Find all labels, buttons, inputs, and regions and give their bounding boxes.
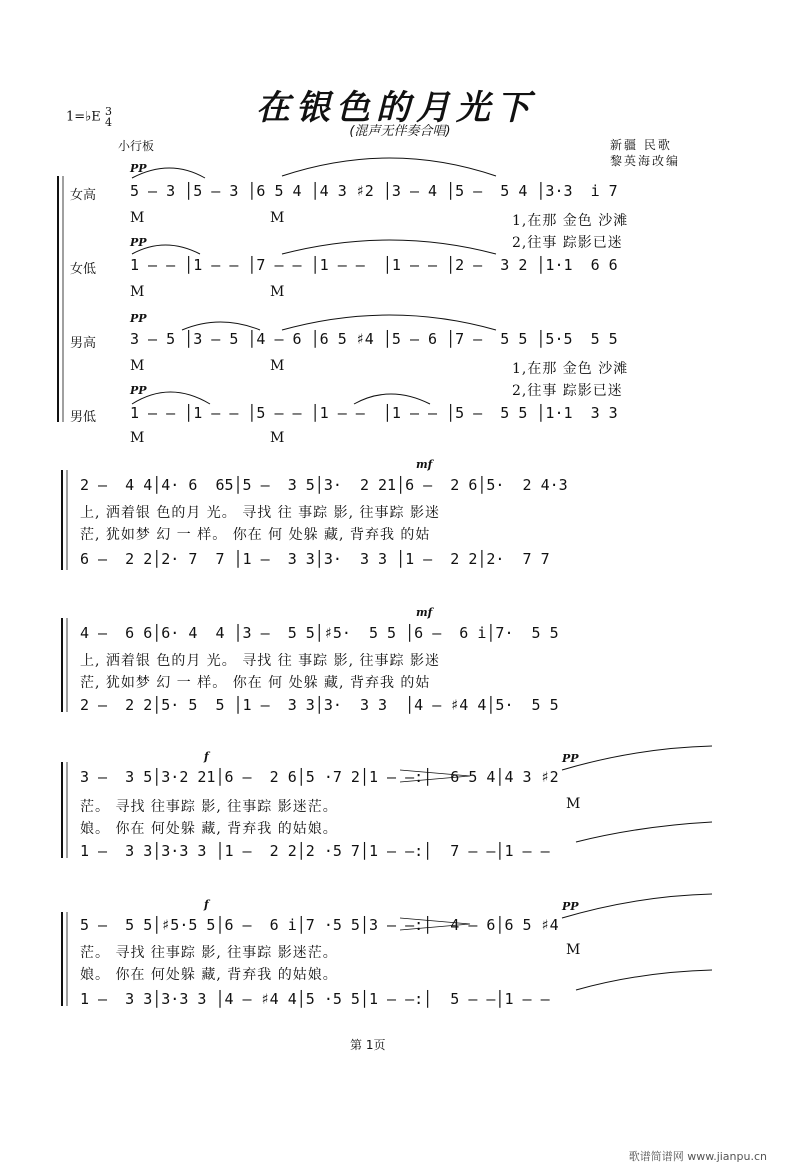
time-numerator: 3: [104, 105, 112, 118]
upper-notes: 2 – 4 4│4· 6 65│5 – 3 5│3· 2 21│6 – 2 6│5· 2 4·3: [80, 476, 568, 494]
hum-label: M: [130, 210, 146, 226]
time-signature: [105, 106, 112, 128]
hum-label: M: [270, 358, 286, 374]
hum-label: M: [130, 430, 146, 446]
dynamic-pp: PP: [130, 384, 147, 397]
upper-notes: 4 – 6 6│6· 4 4 │3 – 5 5│♯5· 5 5 │6 – 6 i│7· 5 5: [80, 624, 559, 642]
credit-arranger: 黎英海改编: [610, 154, 681, 168]
time-denominator: 4: [104, 116, 112, 129]
lyric-line-1: 上, 洒着银 色的月 光。 寻找 往 事踪 影, 往事踪 影迷: [80, 653, 440, 669]
lyric-verse-2: 2,往事 踪影已迷: [512, 235, 623, 251]
lower-notes: 2 – 2 2│5· 5 5 │1 – 3 3│3· 3 3 │4 – ♯4 4│5· 5 5: [80, 696, 559, 714]
dynamic-f: f: [204, 750, 209, 763]
credit-origin: 新疆 民歌: [610, 138, 672, 152]
key-signature: [66, 106, 112, 128]
dynamic-mf: mf: [416, 606, 433, 619]
dynamic-mf: mf: [416, 458, 433, 471]
lyric-line-2: 茫, 犹如梦 幻 一 样。 你在 何 处躲 藏, 背弃我 的姑: [80, 675, 431, 691]
dynamic-pp: PP: [130, 162, 147, 175]
hum-label: M: [566, 796, 582, 812]
voice-label-tenor: 男高: [70, 336, 97, 351]
dynamic-pp: PP: [562, 900, 579, 913]
hum-label: M: [130, 284, 146, 300]
hum-label: M: [130, 358, 146, 374]
lower-notes: 1 – 3 3│3·3 3 │4 – ♯4 4│5 ·5 5│1 – –:│ 5 – –│1 – –: [80, 990, 550, 1008]
lyric-line-1: 上, 洒着银 色的月 光。 寻找 往 事踪 影, 往事踪 影迷: [80, 505, 440, 521]
watermark: 歌谱简谱网 www.jianpu.cn: [628, 1150, 767, 1163]
lower-notes: 1 – 3 3│3·3 3 │1 – 2 2│2 ·5 7│1 – –:│ 7 – –│1 – –: [80, 842, 550, 860]
alto-notes: 1 – – │1 – – │7 – – │1 – – │1 – – │2 – 3 2 │1·1 6 6: [130, 256, 618, 274]
lyric-line-1: 茫。 寻找 往事踪 影, 往事踪 影迷茫。: [80, 945, 338, 961]
dynamic-f: f: [204, 898, 209, 911]
dynamic-pp: PP: [130, 312, 147, 325]
dynamic-pp: PP: [130, 236, 147, 249]
bass-notes: 1 – – │1 – – │5 – – │1 – – │1 – – │5 – 5 5 │1·1 3 3: [130, 404, 618, 422]
hum-label: M: [270, 430, 286, 446]
soprano-notes: 5 – 3 │5 – 3 │6 5 4 │4 3 ♯2 │3 – 4 │5 – 5 4 │3·3 i 7: [130, 182, 618, 200]
dynamic-pp: PP: [562, 752, 579, 765]
lyric-line-2: 茫, 犹如梦 幻 一 样。 你在 何 处躲 藏, 背弃我 的姑: [80, 527, 431, 543]
upper-notes: 3 – 3 5│3·2 21│6 – 2 6│5 ·7 2│1 – –:│ 6 5 4│4 3 ♯2: [80, 768, 559, 786]
hum-label: M: [270, 284, 286, 300]
page-subtitle: (混声无伴奏合唱): [349, 124, 451, 139]
voice-label-soprano: 女高: [70, 188, 97, 203]
page-number: 第 1页: [350, 1038, 386, 1052]
voice-label-alto: 女低: [70, 262, 97, 277]
hum-label: M: [270, 210, 286, 226]
lyric-line-2: 娘。 你在 何处躲 藏, 背弃我 的姑娘。: [80, 821, 338, 837]
hum-label: M: [566, 942, 582, 958]
upper-notes: 5 – 5 5│♯5·5 5│6 – 6 i│7 ·5 5│3 – –:│ 4 – 6│6 5 ♯4: [80, 916, 559, 934]
voice-label-bass: 男低: [70, 410, 97, 425]
lyric-verse-1: 1,在那 金色 沙滩: [512, 213, 629, 229]
tempo-marking: 小行板: [118, 139, 155, 153]
lyric-line-2: 娘。 你在 何处躲 藏, 背弃我 的姑娘。: [80, 967, 338, 983]
lyric-verse-2: 2,往事 踪影已迷: [512, 383, 623, 399]
key-label: 1=♭E: [66, 109, 101, 125]
page-title: 在银色的月光下: [256, 88, 536, 128]
tenor-notes: 3 – 5 │3 – 5 │4 – 6 │6 5 ♯4 │5 – 6 │7 – 5 5 │5·5 5 5: [130, 330, 618, 348]
lyric-line-1: 茫。 寻找 往事踪 影, 往事踪 影迷茫。: [80, 799, 338, 815]
lyric-verse-1: 1,在那 金色 沙滩: [512, 361, 629, 377]
lower-notes: 6 – 2 2│2· 7 7 │1 – 3 3│3· 3 3 │1 – 2 2│2· 7 7: [80, 550, 550, 568]
